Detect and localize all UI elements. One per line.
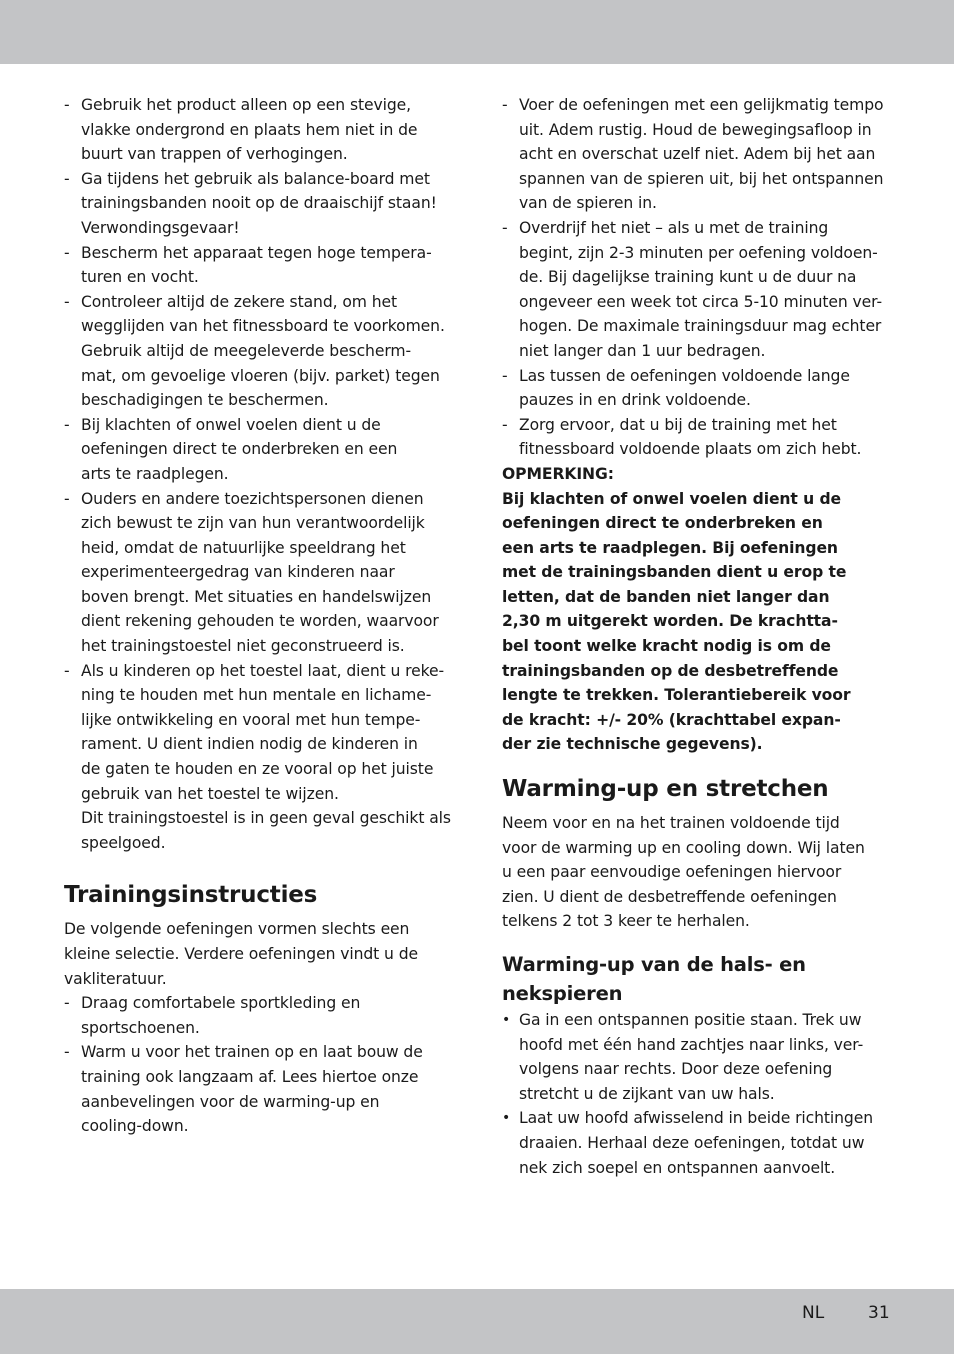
text-line: Voer de oefeningen met een gelijkmatig tempo xyxy=(519,96,884,114)
neck-exercise-list xyxy=(502,1008,890,1180)
text-line: Warm u voor het trainen op en laat bouw de xyxy=(81,1043,423,1062)
list-item xyxy=(64,991,452,1040)
text-line: pauzes in en drink voldoende. xyxy=(519,391,751,410)
text-line: ning te houden met hun mentale en lichame- xyxy=(81,686,432,705)
warmup-intro xyxy=(502,811,890,934)
text-line: boven brengt. Met situaties en handelswijzen xyxy=(81,587,432,606)
text-line: speelgoed. xyxy=(81,833,166,852)
list-item-text xyxy=(81,93,452,167)
list-marker: - xyxy=(64,489,70,508)
text-line: hoofd met één hand zachtjes naar links, ver- xyxy=(519,1035,864,1054)
text-line: het trainingstoestel niet geconstrueerd is. xyxy=(81,637,405,656)
text-line: fitnessboard voldoende plaats om zich hebt. xyxy=(519,440,862,459)
text-line: vakliteratuur. xyxy=(64,969,167,988)
text-line: cooling-down. xyxy=(81,1117,189,1136)
list-item xyxy=(64,413,452,487)
list-marker: - xyxy=(502,96,508,114)
text-line: u een paar eenvoudige oefeningen hiervoor xyxy=(502,863,842,882)
text-line: Neem voor en na het trainen voldoende tijd xyxy=(502,814,840,833)
list-item-text xyxy=(519,364,890,413)
text-line: uit. Adem rustig. Houd de bewegingsafloop in xyxy=(519,120,872,139)
list-item xyxy=(64,659,452,856)
text-line: Gebruik het product alleen op een stevige, xyxy=(81,96,411,114)
text-line: gebruik van het toestel te wijzen. xyxy=(81,784,339,803)
list-item-text xyxy=(519,93,890,216)
text-line: aanbevelingen voor de warming-up en xyxy=(81,1092,380,1111)
text-line: Ga in een ontspannen positie staan. Trek uw xyxy=(519,1011,862,1029)
list-item xyxy=(502,1008,890,1106)
text-line: der zie technische gegevens). xyxy=(502,735,763,754)
text-line: een arts te raadplegen. Bij oefeningen xyxy=(502,538,838,557)
training-list-continued xyxy=(502,93,890,462)
text-line: met de trainingsbanden dient u erop te xyxy=(502,563,847,582)
list-item xyxy=(64,93,452,167)
list-item xyxy=(64,167,452,241)
list-item-text xyxy=(519,216,890,364)
list-item-text xyxy=(81,487,452,659)
list-marker: - xyxy=(64,169,70,188)
note-body xyxy=(502,487,890,758)
list-item xyxy=(502,216,890,364)
text-line: Verwondingsgevaar! xyxy=(81,218,240,237)
text-line: wegglijden van het fitnessboard te voorkomen. xyxy=(81,317,445,336)
text-line: buurt van trappen of verhogingen. xyxy=(81,145,348,164)
text-line: Ouders en andere toezichtspersonen dienen xyxy=(81,489,424,508)
text-line: niet langer dan 1 uur bedragen. xyxy=(519,341,766,360)
list-item-text xyxy=(81,991,452,1040)
text-line: De volgende oefeningen vormen slechts een xyxy=(64,920,410,939)
heading-line: Warming-up van de hals- en xyxy=(502,953,806,976)
list-item-text xyxy=(81,659,452,856)
text-line: de. Bij dagelijkse training kunt u de duur na xyxy=(519,268,857,287)
list-item-text xyxy=(519,1008,890,1106)
list-marker: - xyxy=(64,243,70,262)
text-line: oefeningen direct te onderbreken en xyxy=(502,514,823,533)
text-line: Controleer altijd de zekere stand, om het xyxy=(81,292,398,311)
training-list xyxy=(64,991,452,1139)
text-line: Bij klachten of onwel voelen dient u de xyxy=(502,489,841,508)
text-line: van de spieren in. xyxy=(519,194,657,213)
list-item xyxy=(502,364,890,413)
text-line: bel toont welke kracht nodig is om de xyxy=(502,637,831,656)
list-item xyxy=(502,413,890,462)
text-line: Bij klachten of onwel voelen dient u de xyxy=(81,415,381,434)
neck-heading xyxy=(502,950,890,1008)
text-line: vlakke ondergrond en plaats hem niet in de xyxy=(81,120,418,139)
text-line: trainingsbanden op de desbetreffende xyxy=(502,661,839,680)
left-column xyxy=(64,93,452,1139)
training-intro xyxy=(64,917,452,991)
list-item-text xyxy=(81,1040,452,1138)
text-line: draaien. Herhaal deze oefeningen, totdat uw xyxy=(519,1133,865,1152)
list-marker: - xyxy=(502,366,508,385)
text-line: voor de warming up en cooling down. Wij laten xyxy=(502,838,865,857)
warmup-heading: Warming-up en stretchen xyxy=(502,776,829,803)
text-line: telkens 2 tot 3 keer te herhalen. xyxy=(502,912,750,931)
list-marker: - xyxy=(502,218,508,237)
text-line: 2,30 m uitgerekt worden. De krachtta- xyxy=(502,612,838,631)
heading-line: nekspieren xyxy=(502,982,623,1005)
list-item xyxy=(502,1106,890,1180)
text-line: Gebruik altijd de meegeleverde bescherm- xyxy=(81,341,411,360)
list-marker: • xyxy=(502,1110,511,1127)
text-line: nek zich soepel en ontspannen aanvoelt. xyxy=(519,1158,836,1177)
list-marker: - xyxy=(64,96,70,114)
text-line: acht en overschat uzelf niet. Adem bij het aan xyxy=(519,145,876,164)
text-line: Laat uw hoofd afwisselend in beide richtingen xyxy=(519,1109,873,1128)
text-line: oefeningen direct te onderbreken en een xyxy=(81,440,398,459)
text-line: Draag comfortabele sportkleding en xyxy=(81,994,361,1013)
text-line: volgens naar rechts. Door deze oefening xyxy=(519,1060,833,1079)
list-item xyxy=(64,241,452,290)
text-line: de gaten te houden en ze vooral op het juiste xyxy=(81,760,434,779)
text-line: heid, omdat de natuurlijke speeldrang het xyxy=(81,538,406,557)
text-line: Ga tijdens het gebruik als balance-board met xyxy=(81,169,430,188)
text-line: Bescherm het apparaat tegen hoge tempera- xyxy=(81,243,432,262)
list-item-text xyxy=(519,413,890,462)
text-line: Dit trainingstoestel is in geen geval geschikt als xyxy=(81,809,451,828)
training-heading: Trainingsinstructies xyxy=(64,882,318,909)
header-band xyxy=(0,0,954,64)
text-line: sportschoenen. xyxy=(81,1018,200,1037)
text-line: training ook langzaam af. Lees hiertoe onze xyxy=(81,1067,419,1086)
text-line: zien. U dient de desbetreffende oefeningen xyxy=(502,887,837,906)
text-line: mat, om gevoelige vloeren (bijv. parket) tegen xyxy=(81,366,440,385)
text-line: spannen van de spieren uit, bij het ontspannen xyxy=(519,169,884,188)
text-line: lijke ontwikkeling en vooral met hun tempe- xyxy=(81,710,421,729)
text-line: experimenteergedrag van kinderen naar xyxy=(81,563,395,582)
list-marker: - xyxy=(502,415,508,434)
list-item-text xyxy=(519,1106,890,1180)
list-marker: - xyxy=(64,994,70,1013)
text-line: hogen. De maximale trainingsduur mag echter xyxy=(519,317,882,336)
text-line: ongeveer een week tot circa 5-10 minuten ver- xyxy=(519,292,882,311)
text-line: trainingsbanden nooit op de draaischijf staan! xyxy=(81,194,437,213)
list-item-text xyxy=(81,290,452,413)
text-line: lengte te trekken. Tolerantiebereik voor xyxy=(502,686,851,705)
text-line: de kracht: +/- 20% (krachttabel expan- xyxy=(502,710,841,729)
text-line: beschadigingen te beschermen. xyxy=(81,391,329,410)
text-line: turen en vocht. xyxy=(81,268,199,287)
list-marker: - xyxy=(64,292,70,311)
text-line: letten, dat de banden niet langer dan xyxy=(502,587,830,606)
text-line: Als u kinderen op het toestel laat, dient u reke- xyxy=(81,661,445,680)
list-item xyxy=(64,487,452,659)
text-line: stretcht u de zijkant van uw hals. xyxy=(519,1084,775,1103)
list-item-text xyxy=(81,241,452,290)
list-item-text xyxy=(81,167,452,241)
list-item-text xyxy=(81,413,452,487)
list-marker: - xyxy=(64,661,70,680)
list-marker: - xyxy=(64,415,70,434)
text-line: rament. U dient indien nodig de kinderen in xyxy=(81,735,418,754)
page-number: 31 xyxy=(868,1303,890,1323)
note-title: OPMERKING: xyxy=(502,464,614,483)
text-line: zich bewust te zijn van hun verantwoordelijk xyxy=(81,514,425,533)
text-line: Zorg ervoor, dat u bij de training met het xyxy=(519,415,837,434)
text-line: Overdrijf het niet – als u met de training xyxy=(519,218,829,237)
list-item xyxy=(502,93,890,216)
list-item xyxy=(64,290,452,413)
text-line: dient rekening gehouden te worden, waarvoor xyxy=(81,612,439,631)
list-item xyxy=(64,1040,452,1138)
text-line: kleine selectie. Verdere oefeningen vindt u de xyxy=(64,945,418,963)
safety-list xyxy=(64,93,452,855)
text-line: arts te raadplegen. xyxy=(81,464,229,483)
list-marker: - xyxy=(64,1043,70,1062)
text-line: Las tussen de oefeningen voldoende lange xyxy=(519,366,850,385)
right-column xyxy=(502,93,890,1180)
list-marker: • xyxy=(502,1012,511,1028)
language-code: NL xyxy=(802,1303,825,1323)
text-line: begint, zijn 2-3 minuten per oefening voldoen- xyxy=(519,243,878,262)
